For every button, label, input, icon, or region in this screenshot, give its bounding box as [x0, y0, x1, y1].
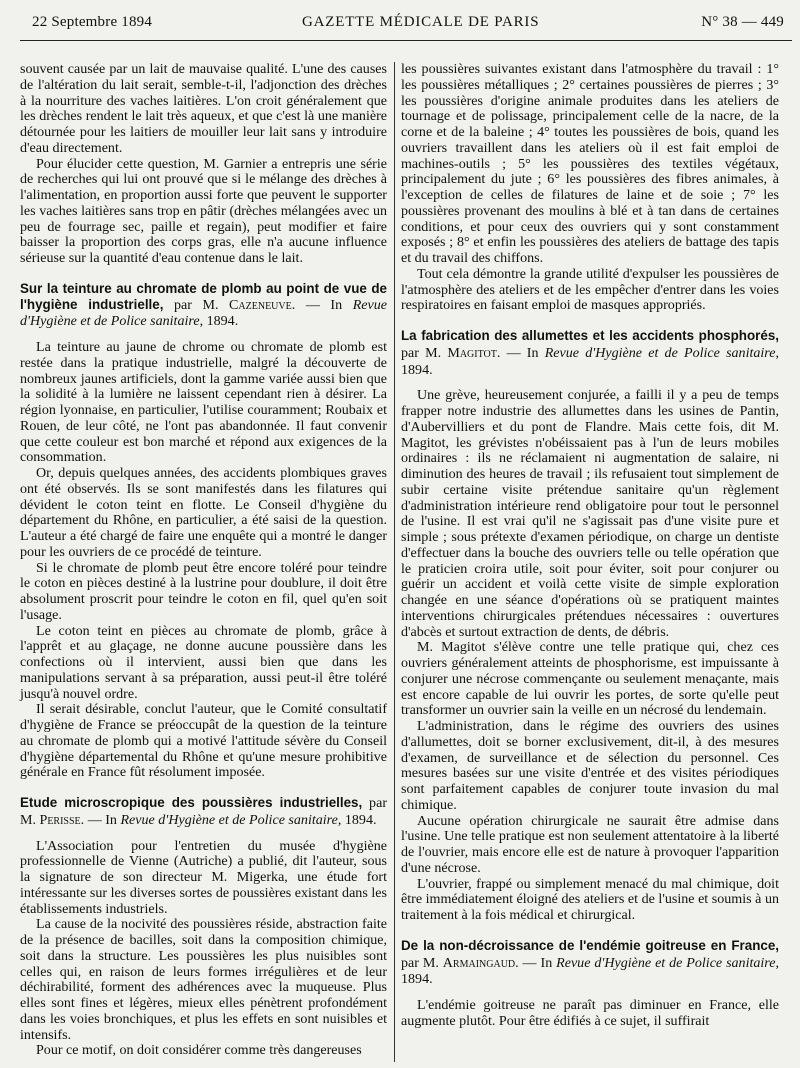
article-heading-goitre	[401, 938, 779, 988]
paragraph: Pour ce motif, on doit considérer comme très dangereuses	[36, 1042, 362, 1059]
journal-title: GAZETTE MÉDICALE DE PARIS	[302, 14, 540, 30]
author-name: Magitot	[447, 344, 497, 361]
paragraph: Tout cela démontre la grande utilité d'expulser les poussières de l'atmosphère des ateliers et de les empêcher d'entrer dans les voies respiratoires en faisant emploi de masques appropriés.	[401, 265, 779, 314]
paragraph: Pour élucider cette question, M. Garnier a entrepris une série de recherches qui lui ont prouvé que si le mélange des drèches à l'alimentation, en proportion aussi forte que peuvent le supporter les vaches laitières sans trop en pâtir (drèches mélangées avec un peu de fourrage sec, paille et regain), peut modifier et faire baisser la proportion des corps gras, elle n'a aucune influence sérieuse sur la quantité d'eau contenue dans le lait.	[20, 155, 387, 266]
paragraph: La teinture au jaune de chrome ou chromate de plomb est restée dans la pratique industrielle, malgré la découverte de nombreux jaunes artificiels, dont la gamme variée aussi bien que la solidité à la lumière ne laissent cependant rien à désirer. La région lyonnaise, en particulier, l'utilise couramment; Roubaix et Rouen, de leur côté, ne l'ont pas abandonnée. Il faut convenir que cette couleur est bon marché et répond aux exigences de la consommation.	[20, 339, 387, 466]
article-title: Sur la teinture au chromate de plomb au point de vue de l'hygiène industrielle,	[20, 280, 387, 312]
paragraph: Si le chromate de plomb peut être encore toléré pour teindre le coton en pièces destiné à la lustrine pour doublure, il doit être absolument proscrit pour teindre le coton en fil, quel qu'en soit l'usage.	[20, 559, 387, 623]
paragraph: L'endémie goitreuse ne paraît pas diminuer en France, elle augmente plutôt. Pour être édifiés à ce sujet, il suffirait	[401, 997, 779, 1029]
paragraph: L'Association pour l'entretien du musée d'hygiène professionnelle de Vienne (Autriche) a publié, dit l'auteur, sous la signature de son directeur M. Migerka, une étude fort intéressante sur les diverses sortes de poussières existant dans les établissements industriels.	[20, 837, 387, 917]
article-title: Etude microscropique des poussières industrielles,	[20, 795, 363, 810]
byline-prefix: par M.	[401, 954, 443, 971]
source-prefix: . — In	[515, 954, 557, 971]
source-year: , 1894.	[401, 344, 780, 378]
paragraph: M. Magitot s'élève contre une telle pratique qui, chez ces ouvriers généralement atteints de phosphorisme, est impuissante à conjurer une nécrose commençante ou seulement menaçante, mais est encore capable de lui ouvrir les portes, de sorte qu'elle peut transformer un ouvrier sain la veille en un nécrosé du lendemain.	[401, 639, 779, 719]
source-year: , 1894.	[199, 313, 239, 330]
article-heading-poussieres	[20, 795, 387, 829]
paragraph: souvent causée par un lait de mauvaise qualité. L'une des causes de l'altération du lait serait, semble-t-il, l'adjonction des drèches à la nourriture des vaches laitières. L'on croit généralement que les drèches rendent le lait très aqueux, et que c'est là une manière détournée pour les laitiers de mouiller leur lait sans y introduire d'eau directement.	[20, 61, 387, 156]
paragraph: Une grève, heureusement conjurée, a failli il y a peu de temps frapper notre industrie des allumettes dans les usines de Pantin, d'Aubervilliers et du pont de Flandre. Mais cette fois, dit M. Magitot, les grévistes n'obéissaient pas à l'un de leurs mobiles ordinaires : ils ne réclamaient ni augmentation de salaire, ni diminution des heures de travail ; ils refusaient tout simplement de subir certaine visite prétendue sanitaire qu'un règlement d'administration intérieure rend obligatoire pour tout le personnel de l'usine. Il est vrai qu'il ne s'agissait pas d'une visite pure et simple ; sous prétexte d'examen périodique, on charge un dentiste d'effectuer dans la bouche des ouvriers telle ou telle opération que le praticien croira utile, soit pour éviter, soit pour conjurer ou guérir un accident et voilà cette visite de simple exploration changée en une séance d'opérations où se pratiquent maintes interventions chirurgicales prétendues nécessaires : ouvertures d'abcès et surtout extraction de dents, de débris.	[401, 387, 779, 640]
header-rule	[20, 40, 792, 41]
source-journal: Revue d'Hygiène et de Police sanitaire	[544, 344, 776, 361]
byline-prefix: par M.	[163, 296, 230, 313]
paragraph: les poussières suivantes existant dans l'atmosphère du travail : 1° les poussières métalliques ; 2° certaines poussières de pierres ; 3° les poussières d'origine animale produites dans les ateliers de tournage et de polissage, principalement celle de la nacre, de la corne et de la baleine ; 4° toutes les poussières de bois, quand les ouvriers travaillent dans les ateliers où il est fait emploi de machines-outils ; 5° les poussières des textiles végétaux, principalement du jute ; 6° les poussières des fibres animales, à l'exception de celles de filatures de laine et de soie ; 7° les poussières provenant des moulins à blé et à tan dans de certaines conditions, et pour ceux des ouvriers qui y sont constamment exposés ; 8° et enfin les poussières des ateliers de battage des tapis et du travail des chiffons.	[401, 61, 779, 266]
source-year: , 1894.	[337, 811, 377, 828]
byline-prefix: par M.	[20, 795, 387, 828]
byline-prefix: par M.	[401, 344, 448, 361]
article-heading-allumettes	[401, 328, 779, 378]
source-year: , 1894.	[401, 954, 780, 988]
paragraph: La cause de la nocivité des poussières réside, abstraction faite de la présence de bacilles, soit dans la composition chimique, soit dans la structure. Les poussières les plus nuisibles sont celles qui, en raison de leurs formes irrégulières et de leur déchirabilité, forment des adhérences avec la muqueuse. Plus elles sont fines et légères, mieux elles pénètrent profondément dans les voies bronchiques, et plus les effets en sont nuisibles et intensifs.	[20, 916, 387, 1043]
author-name: Armaingaud	[442, 954, 516, 971]
right-column	[401, 62, 779, 1030]
left-column	[20, 62, 387, 1059]
source-prefix: . — In	[291, 296, 353, 313]
paragraph: Le coton teint en pièces au chromate de plomb, grâce à l'apprêt et au glaçage, ne donne aucune poussière dans les confections où il intervient, aussi bien que dans les manipulations servant à sa préparation, aussi peut-il être toléré jusqu'à nouvel ordre.	[20, 622, 387, 702]
article-title: La fabrication des allumettes et les accidents phosphorés,	[401, 328, 779, 343]
source-prefix: . — In	[80, 811, 121, 828]
author-name: Cazeneuve	[229, 296, 292, 313]
article-title: De la non-décroissance de l'endémie goitreuse en France,	[401, 937, 779, 953]
source-prefix: . — In	[496, 344, 545, 361]
paragraph: Aucune opération chirurgicale ne saurait être admise dans l'usine. Une telle pratique est non seulement attentatoire à la liberté de l'ouvrier, mais encore elle est de nature à provoquer l'apparition d'une nécrose.	[401, 812, 779, 876]
source-journal: Revue d'Hygiène et de Police sanitaire	[556, 954, 776, 971]
source-journal: Revue d'Hygiène et de Police sanitaire	[20, 296, 387, 330]
paragraph: Or, depuis quelques années, des accidents plombiques graves ont été observés. Ils se sont manifestés dans les filatures qui dévident le coton teint en flotte. Le Conseil d'hygiène du département du Rhône, en particulier, a été saisi de la question. L'auteur a été chargé de faire une enquête qui a montré le danger pour les ouvriers de ce procédé de teinture.	[20, 465, 387, 560]
column-divider	[394, 62, 395, 1062]
source-journal: Revue d'Hygiène et de Police sanitaire	[120, 811, 338, 828]
article-heading-chromate	[20, 281, 387, 330]
paragraph: L'administration, dans le régime des ouvriers des usines d'allumettes, doit se borner exclusivement, dit-il, à des mesures d'examen, de surveillance et de sélection du personnel. Ces mesures basées sur une visite d'entrée et des visites périodiques sont parfaitement capables de conjurer toute invasion du mal chimique.	[401, 718, 779, 813]
page-header	[32, 14, 792, 34]
issue-date: 22 Septembre 1894	[32, 14, 153, 30]
paragraph: L'ouvrier, frappé ou simplement menacé du mal chimique, doit être immédiatement éloigné des ateliers et de l'usine et soumis à un traitement à la fois médical et chirurgical.	[401, 875, 779, 923]
paragraph: Il serait désirable, conclut l'auteur, que le Comité consultatif d'hygiène de France se préoccupât de la question de la teinture au chromate de plomb qui a motivé l'attitude sévère du Conseil d'hygiène départemental du Rhône et qu'une mesure prohibitive générale en France fût résolument imposée.	[20, 701, 387, 781]
issue-page-number: N° 38 — 449	[701, 14, 784, 30]
author-name: Perisse	[39, 811, 81, 828]
